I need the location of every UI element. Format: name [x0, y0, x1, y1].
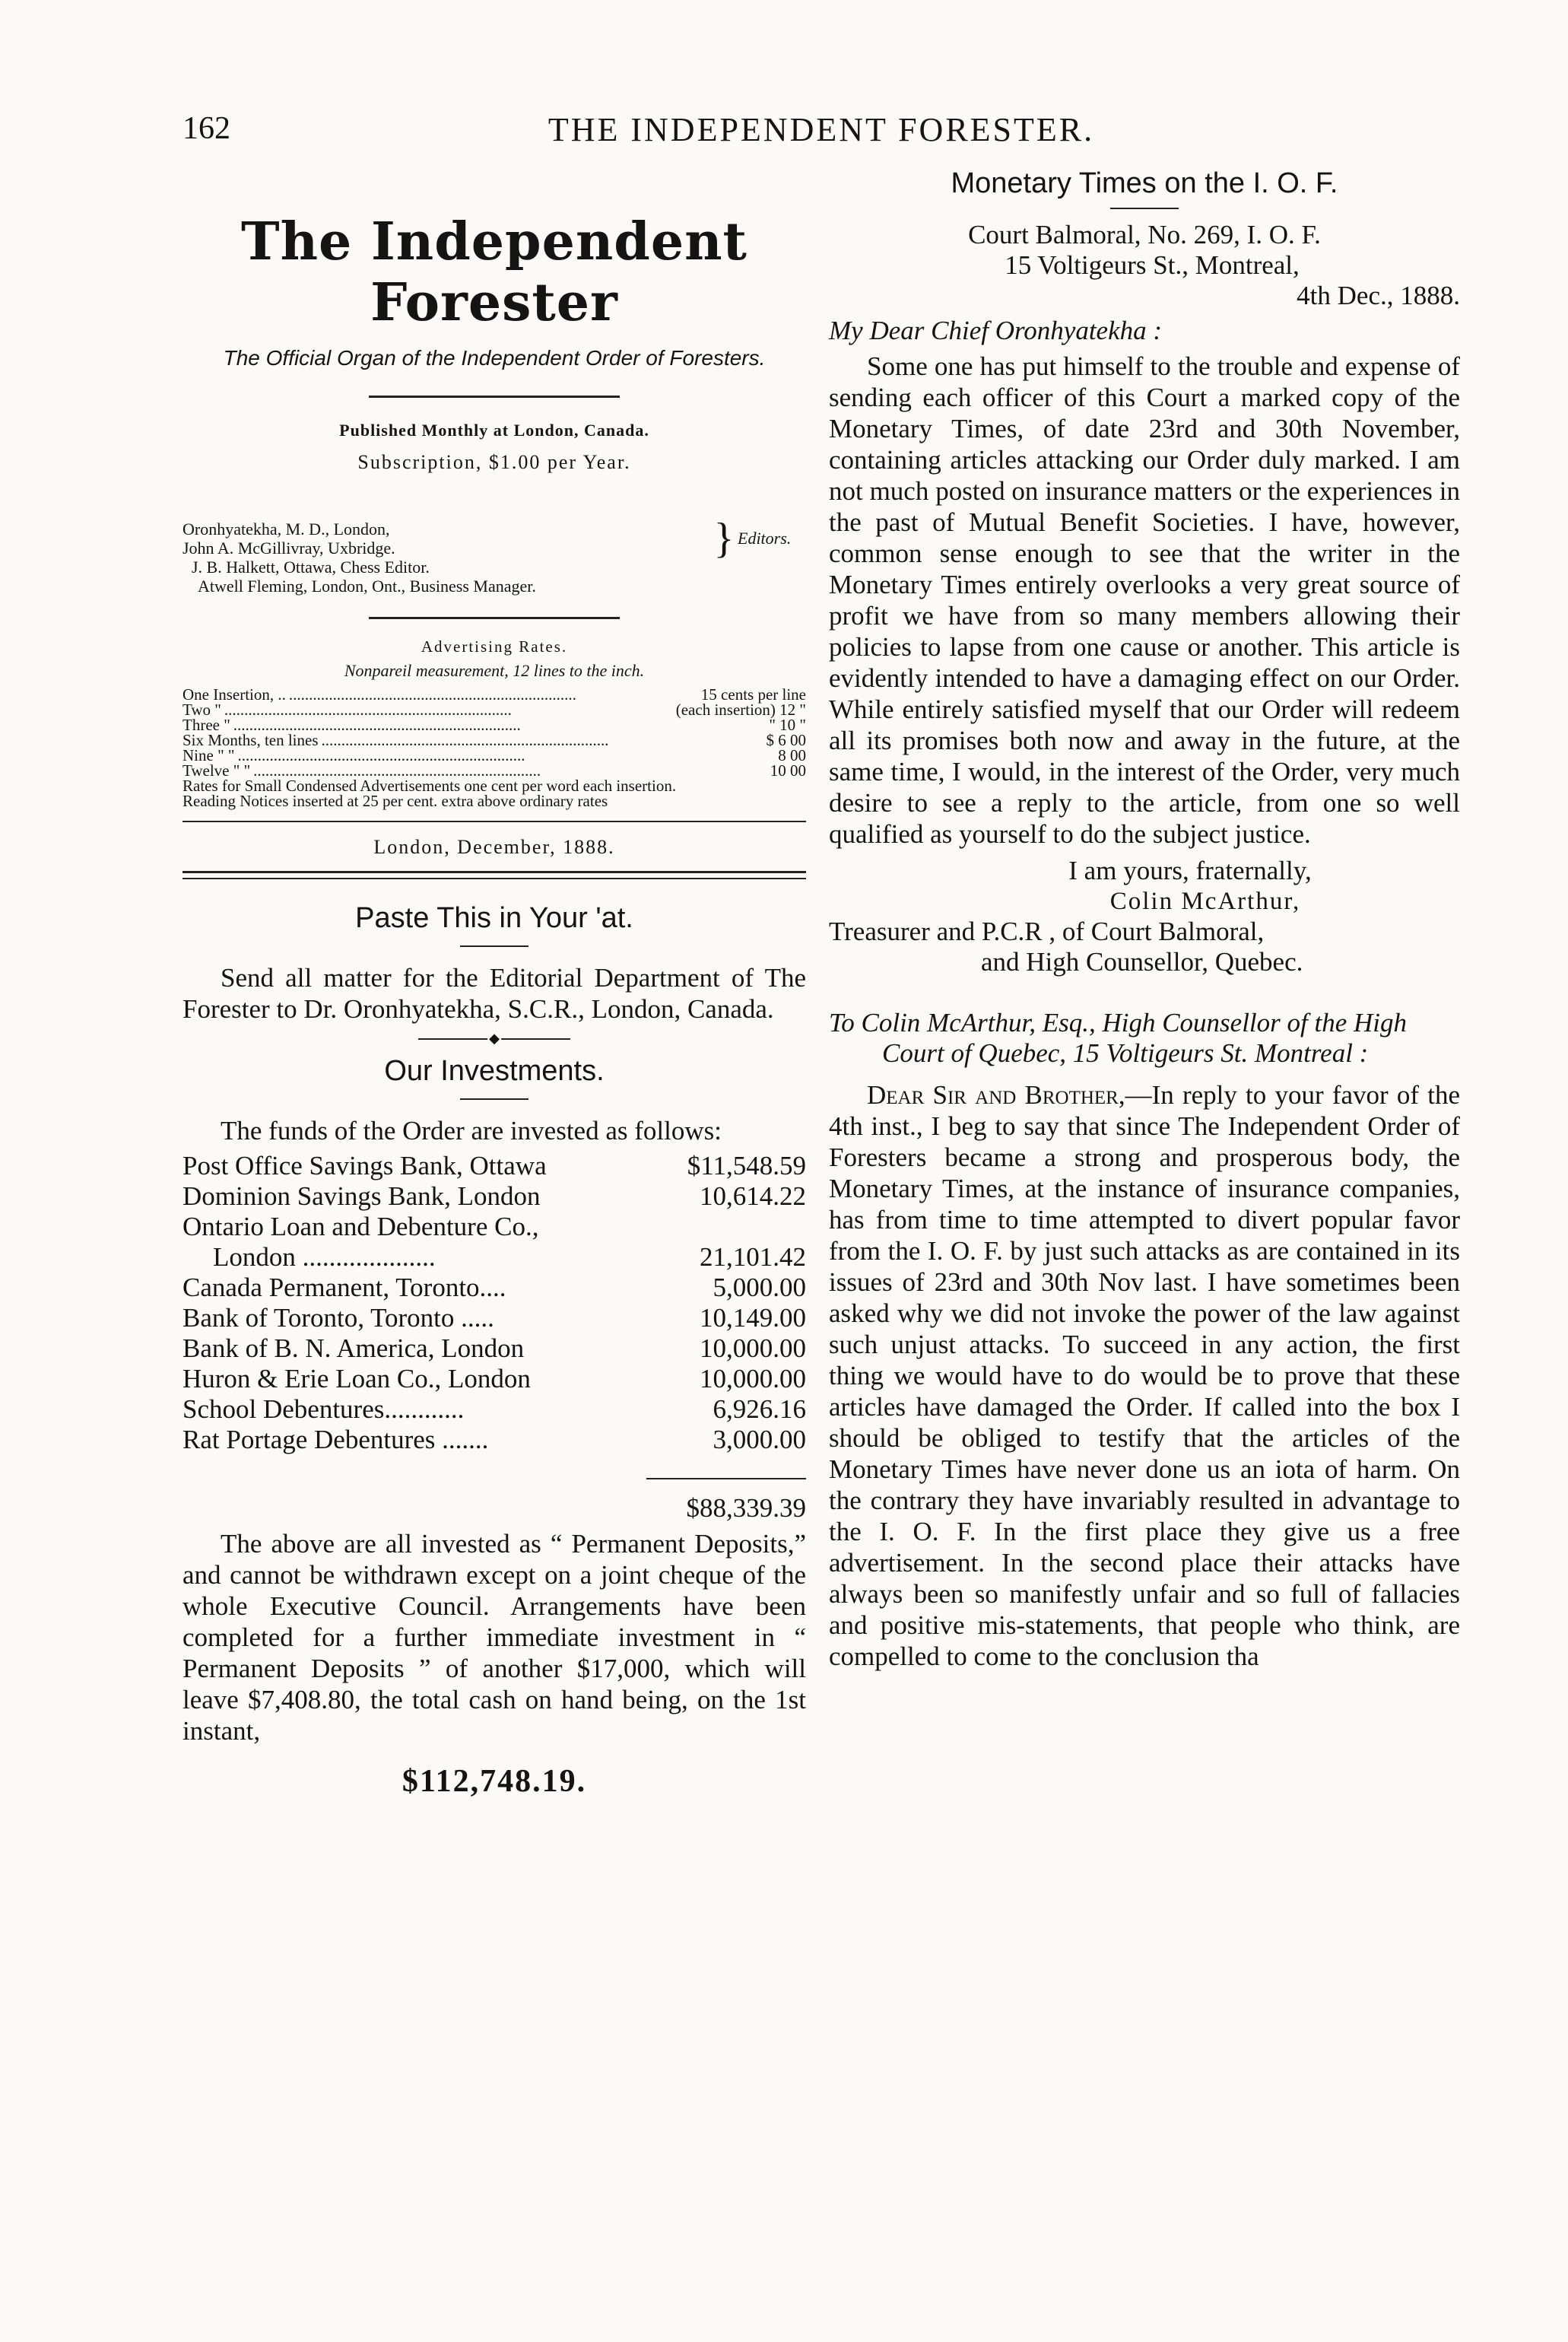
table-row: [183, 1394, 806, 1425]
investment-amount: $11,548.59: [687, 1151, 806, 1181]
investment-name: School Debentures............: [183, 1394, 465, 1424]
investment-amount: 6,926.16: [713, 1394, 806, 1424]
address-line: 15 Voltigeurs St., Montreal,: [1005, 250, 1300, 280]
divider: [183, 821, 806, 822]
table-row: [183, 1425, 806, 1455]
reading-notices-note: Reading Notices inserted at 25 per cent. extra above ordinary rates: [183, 792, 608, 810]
total-divider: [646, 1478, 806, 1479]
investments-body: The above are all invested as “ Permanent Deposits,” and cannot be withdrawn except on a joint cheque of the whole Executive Council. Arrangements have been completed for a further immediate investment in “ Permanent Deposits ” of another $17,000, which will leave $7,408.80, the total cash on hand being, on the 1st instant,: [183, 1529, 806, 1746]
table-row: [183, 1151, 806, 1181]
paste-heading: Paste This in Your 'at.: [355, 902, 633, 934]
rate-row: [183, 702, 806, 717]
investment-amount: 10,614.22: [700, 1181, 806, 1211]
brace-glyph: }: [713, 515, 735, 562]
address-date: 4th Dec., 1888.: [1297, 281, 1460, 310]
investment-amount: 5,000.00: [713, 1273, 806, 1302]
rate-value: 15 cents per line: [700, 685, 806, 704]
reply-body: [829, 1079, 1460, 1672]
letter-address: [829, 220, 1460, 311]
leader-dots: ........................................................................: [224, 702, 512, 717]
ornament-divider: [418, 1031, 570, 1046]
dateline: London, December, 1888.: [373, 836, 615, 858]
subscription-line: Subscription, $1.00 per Year.: [357, 451, 631, 473]
table-row: [183, 1333, 806, 1364]
running-title: THE INDEPENDENT FORESTER.: [548, 111, 1095, 148]
rate-label: One Insertion, ..: [183, 685, 286, 704]
divider: [460, 1098, 528, 1100]
editors-names: [183, 520, 710, 558]
rate-value: 10 00: [770, 761, 806, 780]
investment-name: Bank of B. N. America, London: [183, 1333, 525, 1363]
divider: [369, 617, 620, 619]
rate-value: $ 6 00: [766, 731, 806, 749]
rate-row: [183, 687, 806, 702]
investment-name: Rat Portage Debentures .......: [183, 1425, 489, 1454]
cash-total: $112,748.19.: [402, 1764, 587, 1799]
table-row: [183, 1181, 806, 1212]
letter-heading: Monetary Times on the I. O. F.: [951, 167, 1338, 199]
signer-title: Treasurer and P.C.R , of Court Balmoral,: [829, 917, 1265, 946]
editors-block: [183, 515, 806, 562]
leader-dots: ........................................................................: [233, 717, 521, 732]
leader-dots: ........................................................................: [288, 687, 576, 702]
table-row: [183, 1364, 806, 1394]
paste-body: Send all matter for the Editorial Department of The Forester to Dr. Oronhyatekha, S.C.R., London, Canada.: [183, 963, 806, 1024]
rate-label: Six Months, ten lines: [183, 731, 319, 749]
editor-name: John A. McGillivray, Uxbridge.: [183, 539, 395, 558]
closing-line: I am yours, fraternally,: [1068, 856, 1312, 885]
rate-label: Twelve " ": [183, 761, 251, 780]
rate-value: 8 00: [778, 746, 806, 764]
leader-dots: ........................................................................: [253, 763, 541, 778]
rate-row: [183, 763, 806, 778]
investment-name: Dominion Savings Bank, London: [183, 1181, 541, 1211]
investment-name: London ....................: [213, 1242, 436, 1272]
reply-text: —In reply to your favor of the 4th inst., I beg to say that since The Independent Order of Foresters became a strong and prosperous body, the Monetary Times, at the instance of insurance companies, has from time to time attempted to divert popular favor from the I. O. F. by just such attacks as are contained in its issues of 23rd and 30th Nov last. I have sometimes been asked why we did not invoke the power of the law against such unjust attacks. To succeed in any action, the first thing we would have to do would be to prove that these articles have damaged the Order. If called into the box I should be obliged to testify that the articles of the Monetary Times have never done us an iota of harm. On the contrary they have invariably resulted in advantage to the I. O. F. In the first place they give us a free advertisement. In the second place their attacks have always been so manifestly unfair and so full of fallacies and positive mis-statements, that people who think, are compelled to come to the conclusion tha: [829, 1080, 1460, 1671]
rate-row: [183, 748, 806, 763]
editor-name: Oronhyatekha, M. D., London,: [183, 520, 390, 539]
page-number: 162: [183, 111, 230, 146]
table-row: [183, 1273, 806, 1303]
organ-subtitle: The Official Organ of the Independent Order of Foresters.: [223, 346, 766, 370]
signer-title: and High Counsellor, Quebec.: [981, 947, 1303, 977]
diamond-icon: ◆: [489, 1031, 500, 1046]
investment-name: Post Office Savings Bank, Ottawa: [183, 1151, 547, 1181]
business-manager: Atwell Fleming, London, Ont., Business Manager.: [198, 577, 536, 596]
leader-dots: ........................................................................: [321, 732, 609, 748]
running-header: [183, 110, 1460, 156]
investment-amount: 10,000.00: [700, 1333, 806, 1363]
leader-dots: ........................................................................: [237, 748, 525, 763]
investment-name: Canada Permanent, Toronto....: [183, 1273, 506, 1302]
table-row: [183, 1212, 806, 1242]
rate-label: Nine " ": [183, 746, 235, 764]
investment-amount: 21,101.42: [700, 1242, 806, 1272]
rate-label: Two ": [183, 701, 221, 719]
small-ads-note: Rates for Small Condensed Advertisements one cent per word each insertion.: [183, 777, 677, 795]
investments-intro: The funds of the Order are invested as follows:: [221, 1116, 722, 1146]
letter-body: Some one has put himself to the trouble and expense of sending each officer of this Court a marked copy of the Monetary Times, of date 23rd and 30th November, containing articles attacking our Order duly marked. I am not much posted on insurance matters or the experiences in the past of Mutual Benefit Societies. I have, however, common sense enough to see that the writer in the Monetary Times entirely overlooks a very great source of profit we have from so many members allowing their policies to lapse from one cause or another. This article is evidently intended to have a damaging effect on our Order. While entirely satisfied myself that our Order will redeem all its promises both now and away in the future, at the same time, I would, in the interest of the Order, very much desire to see a reply to the article, from one so well qualified as yourself to do the subject justice.: [829, 351, 1460, 849]
investment-amount: 10,000.00: [700, 1364, 806, 1393]
letter-closing: [829, 856, 1460, 977]
investment-amount: 10,149.00: [700, 1303, 806, 1333]
double-divider: [183, 871, 806, 879]
advertising-heading: Advertising Rates.: [421, 637, 568, 656]
investment-amount: [646, 1212, 806, 1242]
publication-line: Published Monthly at London, Canada.: [339, 421, 649, 440]
rate-row: [183, 732, 806, 748]
investment-name: Huron & Erie Loan Co., London: [183, 1364, 531, 1393]
rate-value: (each insertion) 12 ": [675, 701, 806, 719]
rate-value: " 10 ": [769, 716, 806, 734]
investments-total: $88,339.39: [686, 1493, 806, 1523]
reply-addressee: To Colin McArthur, Esq., High Counsellor of the High Court of Quebec, 15 Voltigeurs St. Montreal :: [829, 1008, 1408, 1068]
reply-greeting: Dear Sir and Brother,: [867, 1080, 1125, 1110]
masthead-title: The Independent Forester: [241, 211, 747, 333]
letter-salutation: My Dear Chief Oronhyatekha :: [829, 316, 1163, 345]
divider: [369, 396, 620, 398]
investment-name: Bank of Toronto, Toronto .....: [183, 1303, 494, 1333]
investment-name: Ontario Loan and Debenture Co.,: [183, 1212, 539, 1241]
signature: Colin McArthur,: [1109, 888, 1301, 915]
editors-label: Editors.: [738, 529, 792, 548]
investments-heading: Our Investments.: [384, 1055, 605, 1087]
table-row: [183, 1242, 806, 1273]
chess-editor: J. B. Halkett, Ottawa, Chess Editor.: [192, 558, 430, 577]
advertising-note: Nonpareil measurement, 12 lines to the inch.: [344, 661, 645, 680]
investment-amount: 3,000.00: [713, 1425, 806, 1454]
right-column: [829, 167, 1460, 1672]
rates-table: [183, 687, 806, 809]
table-row: [183, 1303, 806, 1333]
divider: [460, 945, 528, 947]
address-line: Court Balmoral, No. 269, I. O. F.: [968, 220, 1321, 249]
rate-row: [183, 717, 806, 732]
rate-label: Three ": [183, 716, 230, 734]
divider: [1110, 208, 1179, 209]
left-column: [183, 167, 806, 1800]
investments-table: [183, 1151, 806, 1455]
